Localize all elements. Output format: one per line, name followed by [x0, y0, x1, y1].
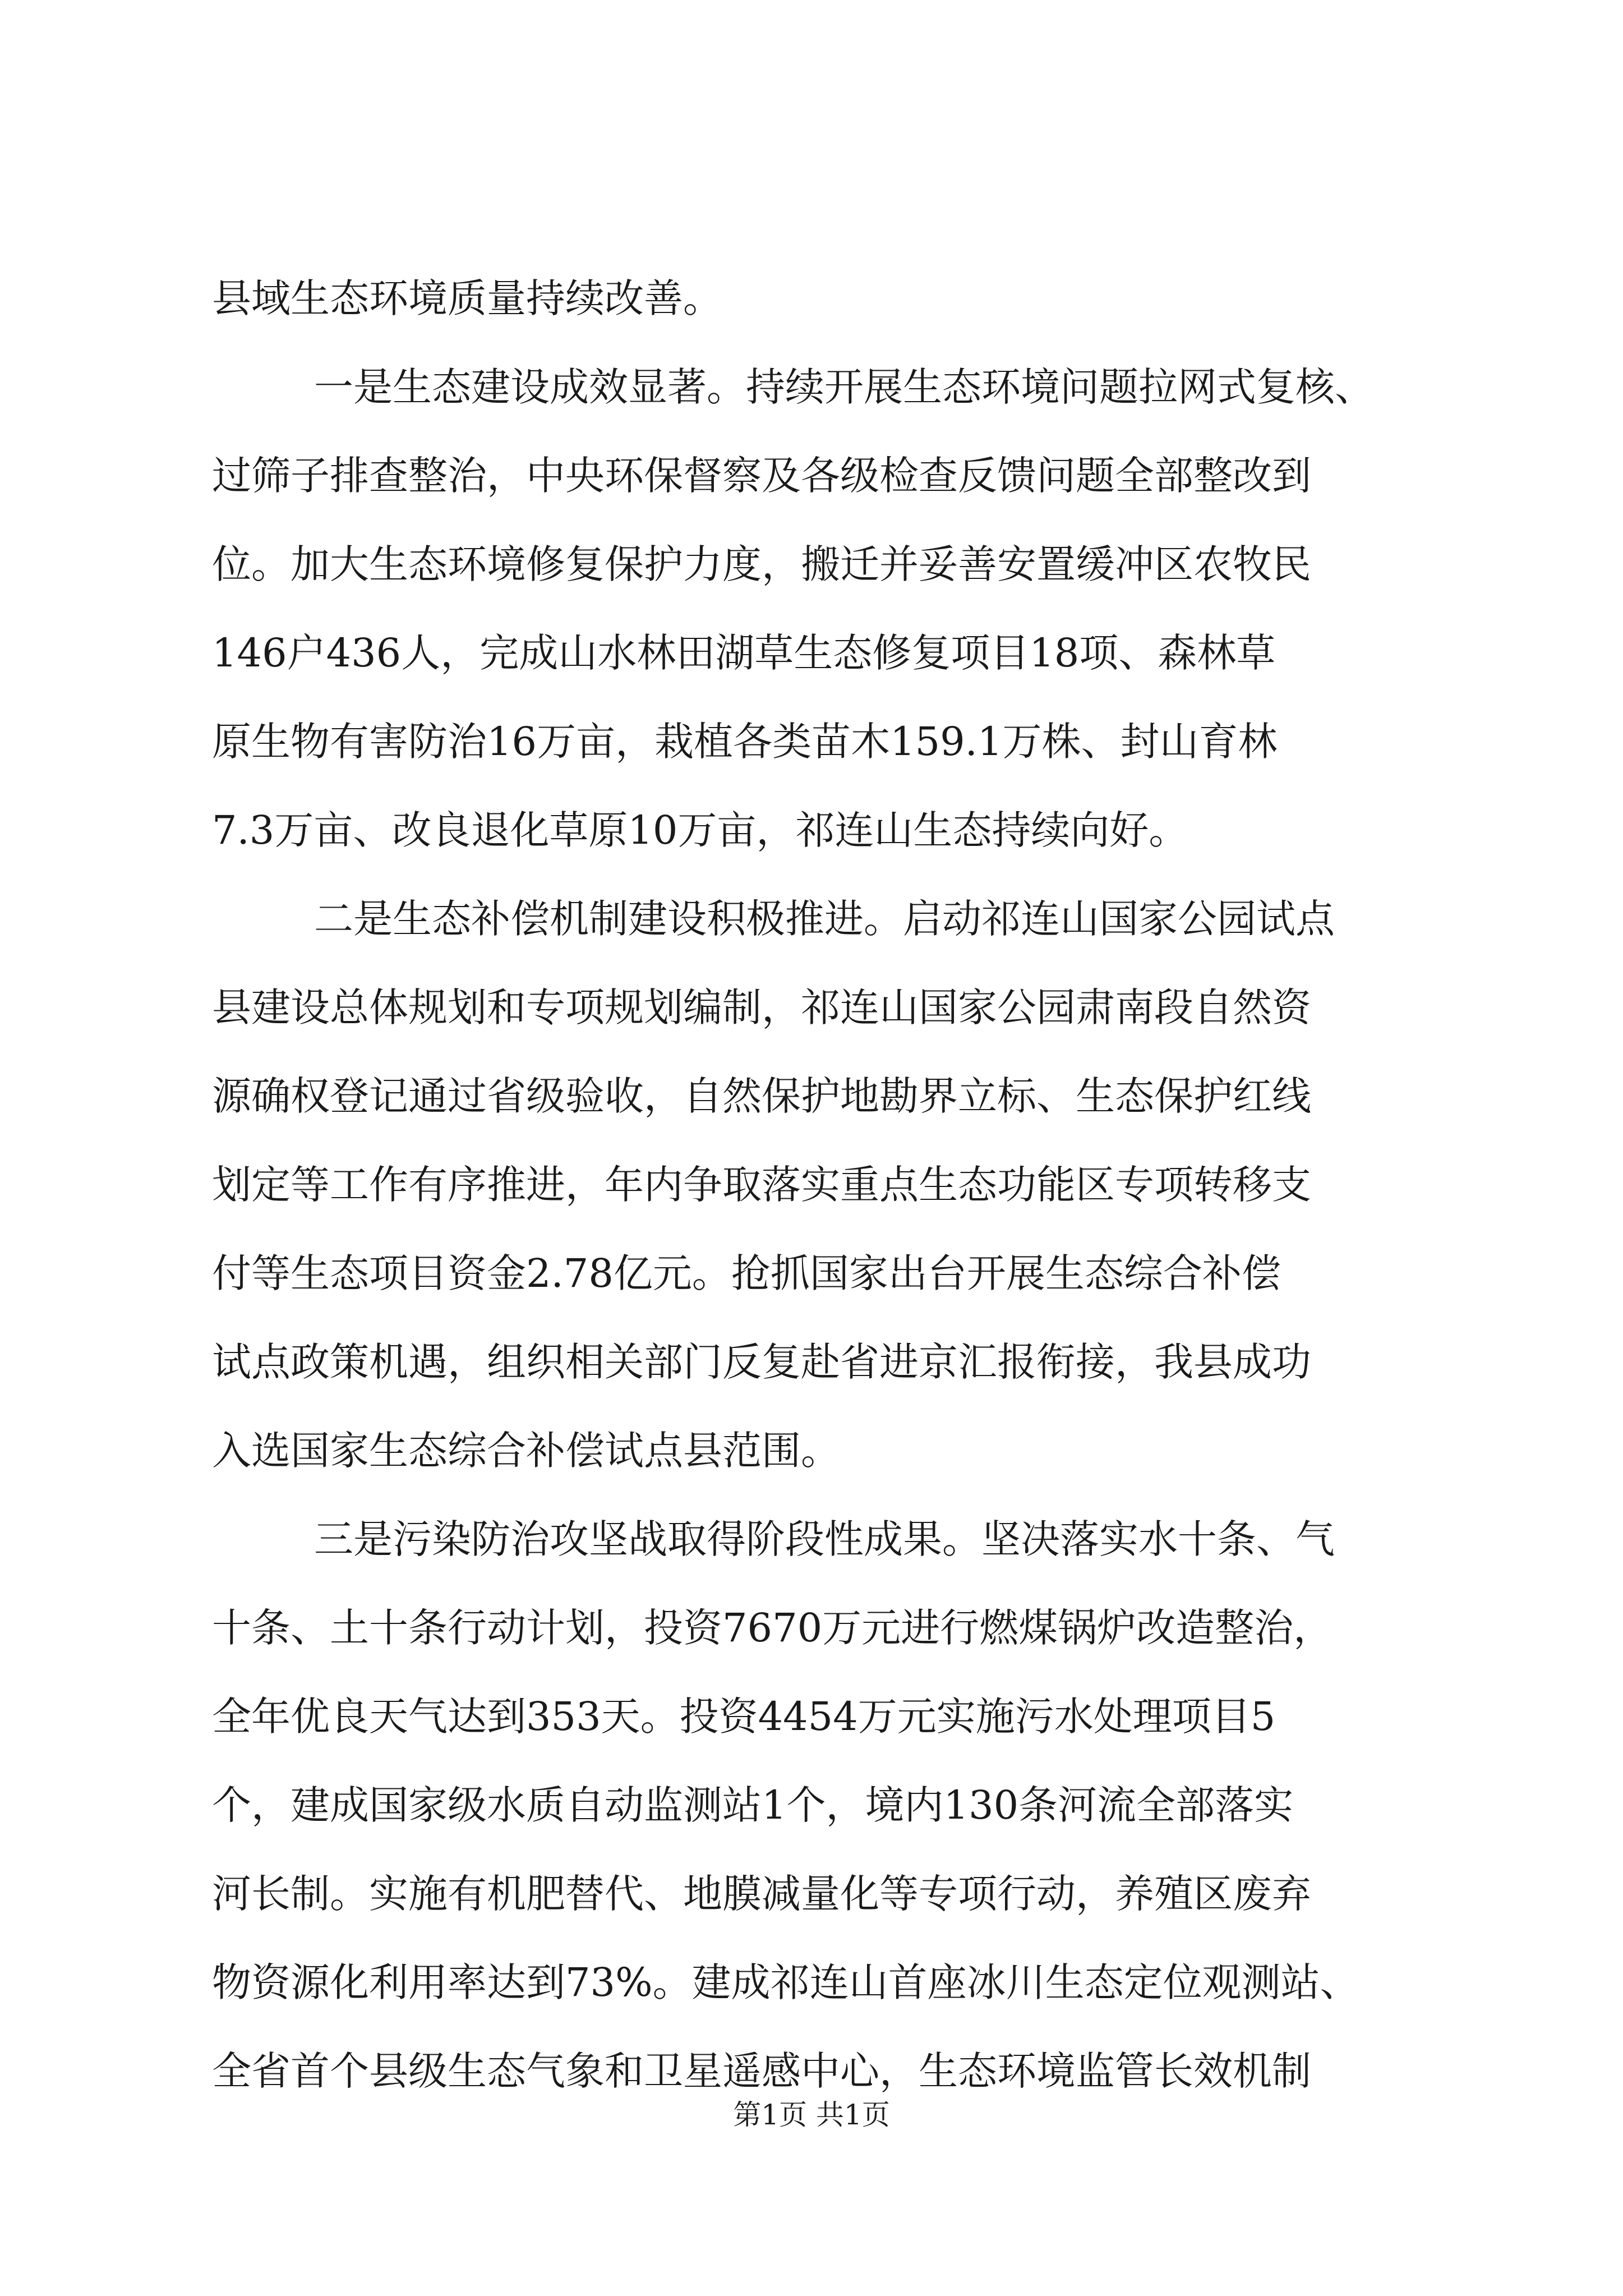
text-line: 二是生态补偿机制建设积极推进。启动祁连山国家公园试点 — [314, 896, 1335, 942]
text-line: 河长制。实施有机肥替代、地膜减量化等专项行动，养殖区废弃 — [212, 1871, 1311, 1917]
text-line: 146户436人，完成山水林田湖草生态修复项目18项、森林草 — [212, 630, 1276, 676]
text-line: 三是污染防治攻坚战取得阶段性成果。坚决落实水十条、气 — [314, 1516, 1335, 1562]
text-line: 划定等工作有序推进，年内争取落实重点生态功能区专项转移支 — [212, 1162, 1311, 1208]
text-line: 县域生态环境质量持续改善。 — [212, 275, 722, 321]
text-line: 个，建成国家级水质自动监测站1个，境内130条河流全部落实 — [212, 1782, 1294, 1828]
text-line: 全年优良天气达到353天。投资4454万元实施污水处理项目5 — [212, 1694, 1276, 1740]
text-line: 物资源化利用率达到73%。建成祁连山首座冰川生态定位观测站、 — [212, 1959, 1359, 2005]
text-line: 7.3万亩、改良退化草原10万亩，祁连山生态持续向好。 — [212, 807, 1188, 853]
text-line: 原生物有害防治16万亩，栽植各类苗木159.1万株、封山育林 — [212, 719, 1278, 765]
text-line: 付等生态项目资金2.78亿元。抢抓国家出台开展生态综合补偿 — [212, 1250, 1281, 1296]
text-line: 源确权登记通过省级验收，自然保护地勘界立标、生态保护红线 — [212, 1073, 1311, 1119]
text-line: 一是生态建设成效显著。持续开展生态环境问题拉网式复核、 — [314, 364, 1374, 410]
text-line: 过筛子排查整治，中央环保督察及各级检查反馈问题全部整改到 — [212, 453, 1311, 499]
text-line: 县建设总体规划和专项规划编制，祁连山国家公园肃南段自然资 — [212, 984, 1311, 1030]
text-line: 十条、土十条行动计划，投资7670万元进行燃煤锅炉改造整治， — [212, 1605, 1333, 1651]
page-footer: 第1页 共1页 — [733, 2099, 890, 2131]
text-line: 入选国家生态综合补偿试点县范围。 — [212, 1428, 840, 1474]
text-line: 全省首个县级生态气象和卫星遥感中心，生态环境监管长效机制 — [212, 2048, 1311, 2094]
text-line: 位。加大生态环境修复保护力度，搬迁并妥善安置缓冲区农牧民 — [212, 541, 1311, 587]
text-line: 试点政策机遇，组织相关部门反复赴省进京汇报衔接，我县成功 — [212, 1339, 1311, 1385]
